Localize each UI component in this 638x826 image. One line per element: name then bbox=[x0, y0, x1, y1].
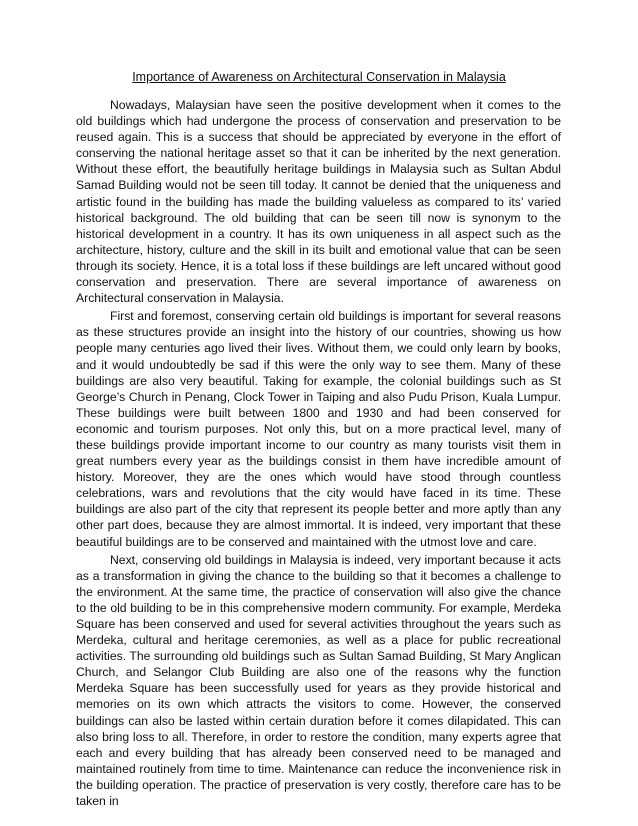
paragraph-transformation: Next, conserving old buildings in Malaysia is indeed, very important because it acts as a transformation in giving the chance to the building so that it becomes a challenge to the environment. At the same time, the practice of conservation will also give the chance to the old building to be in this comprehensive modern community. For example, Merdeka Square has been conserved and used for several activities throughout the years such as Merdeka, cultural and heritage ceremonies, as well as a place for public recreational activities. The surrounding old buildings such as Sultan Samad Building, St Mary Anglican Church, and Selangor Club Building are also one of the reasons why the function Merdeka Square has been successfully used for years as they provide historical and memories on its own which attracts the visitors to come. However, the conserved buildings can also be lasted within certain duration before it comes dilapidated. This can also bring loss to all. Therefore, in order to restore the condition, many experts agree that each and every building that has already been conserved need to be managed and maintained routinely from time to time. Maintenance can reduce the inconvenience risk in the building operation. The practice of preservation is very costly, therefore care has to be taken in bbox=[76, 552, 561, 809]
document-title: Importance of Awareness on Architectural Conservation in Malaysia bbox=[132, 70, 506, 84]
paragraph-history-insight: First and foremost, conserving certain old buildings is important for several reasons as these structures provide an insight into the history of our countries, showing us how people many centuries ago lived their lives. Without them, we could only learn by books, and it would undoubtedly be sad if this were the only way to see them. Many of these buildings are also very beautiful. Taking for example, the colonial buildings such as St George’s Church in Penang, Clock Tower in Taiping and also Pudu Prison, Kuala Lumpur. These buildings were built between 1800 and 1930 and had been conserved for economic and tourism purposes. Not only this, but on a more practical level, many of these buildings provide important income to our country as many tourists visit them in great numbers every year as the buildings consist in them have incredible amount of history. Moreover, they are the ones which would have stood through countless celebrations, wars and revolutions that the city would have faced in its time. These buildings are also part of the city that represent its people better and more aptly than any other part does, because they are almost immortal. It is indeed, very important that these beautiful buildings are to be conserved and maintained with the utmost love and care. bbox=[76, 309, 561, 549]
document-body bbox=[76, 97, 561, 811]
paragraph-introduction: Nowadays, Malaysian have seen the positive development when it comes to the old buildings which had undergone the process of conservation and preservation to be reused again. This is a success that should be appreciated by everyone in the effort of conserving the national heritage asset so that it can be inherited by the next generation. Without these effort, the beautifully heritage buildings in Malaysia such as Sultan Abdul Samad Building would not be seen till today. It cannot be denied that the uniqueness and artistic found in the building has made the building valueless as compared to its’ varied historical background. The old building that can be seen till now is synonym to the historical development in a country. It has its own uniqueness in all aspect such as the architecture, history, culture and the skill in its built and emotional value that can be seen through its society. Hence, it is a total loss if these buildings are left uncared without good conservation and preservation. There are several importance of awareness on Architectural conservation in Malaysia. bbox=[76, 98, 561, 306]
